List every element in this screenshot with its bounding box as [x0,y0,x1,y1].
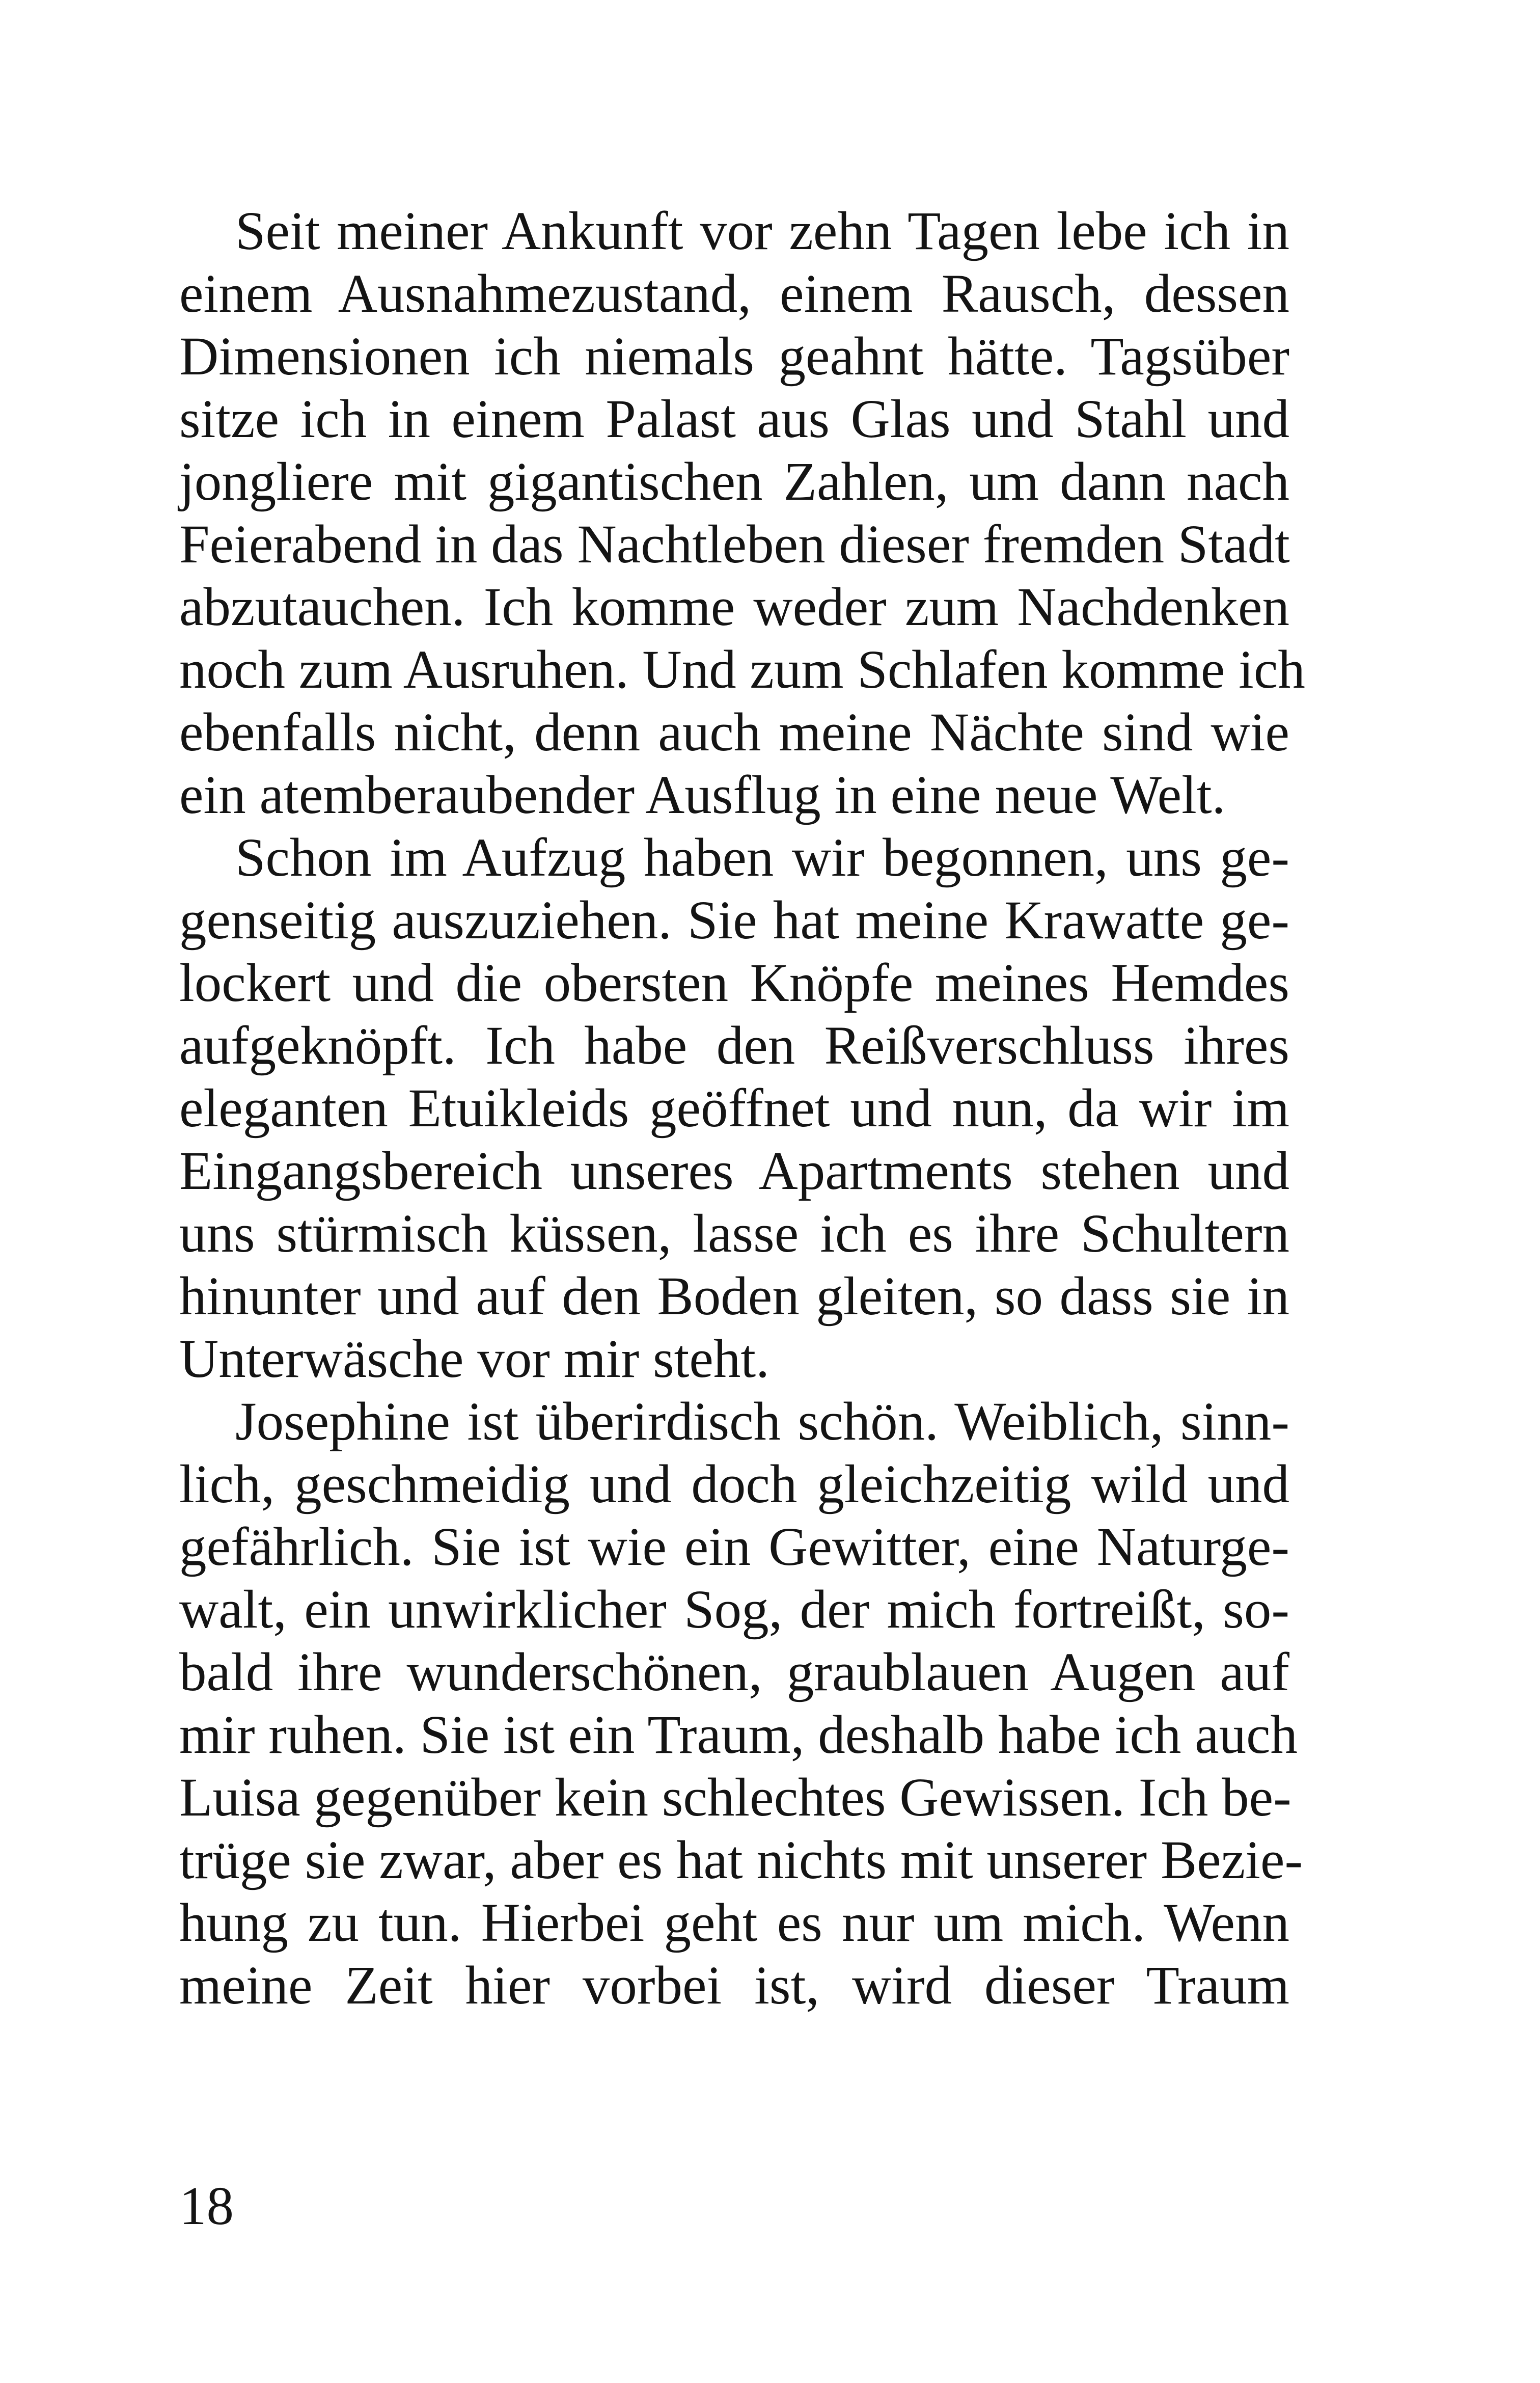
text-line: gefährlich. Sie ist wie ein Gewitter, eine Naturge- [179,1517,1289,1577]
text-line: Schon im Aufzug haben wir begonnen, uns ge- [235,828,1289,888]
text-line: walt, ein unwirklicher Sog, der mich fortreißt, so- [179,1580,1289,1640]
text-line: trüge sie zwar, aber es hat nichts mit unserer Bezie- [179,1830,1303,1890]
text-line: noch zum Ausruhen. Und zum Schlafen komme ich [179,640,1305,700]
text-line: genseitig auszuziehen. Sie hat meine Krawatte ge- [179,890,1289,951]
text-line: Luisa gegenüber kein schlechtes Gewissen. Ich be- [179,1768,1291,1828]
text-line: ein atemberaubender Ausflug in eine neue Welt. [179,765,1226,825]
text-line: hung zu tun. Hierbei geht es nur um mich. Wenn [179,1893,1289,1953]
page-number: 18 [179,2176,234,2236]
text-line: jongliere mit gigantischen Zahlen, um dann nach [179,452,1289,512]
text-line: Seit meiner Ankunft vor zehn Tagen lebe ich in [235,201,1289,261]
text-line: ebenfalls nicht, denn auch meine Nächte sind wie [179,702,1289,763]
text-line: bald ihre wunderschönen, graublauen Augen auf [179,1642,1289,1702]
text-line: abzutauchen. Ich komme weder zum Nachdenken [179,577,1289,637]
text-line: Dimensionen ich niemals geahnt hätte. Tagsüber [179,327,1289,387]
text-line: einem Ausnahmezustand, einem Rausch, dessen [179,264,1289,324]
text-line: lich, geschmeidig und doch gleichzeitig wild und [179,1454,1289,1514]
text-line: Feierabend in das Nachtleben dieser fremden Stadt [179,514,1290,575]
text-line: meine Zeit hier vorbei ist, wird dieser Traum [179,1956,1289,2016]
text-line: lockert und die obersten Knöpfe meines Hemdes [179,953,1289,1013]
text-line: aufgeknöpft. Ich habe den Reißverschluss ihres [179,1016,1289,1076]
text-line: hinunter und auf den Boden gleiten, so dass sie in [179,1266,1289,1326]
text-line: eleganten Etuikleids geöffnet und nun, da wir im [179,1078,1289,1139]
text-line: uns stürmisch küssen, lasse ich es ihre Schultern [179,1204,1289,1264]
body-text [179,200,1305,2017]
text-line: sitze ich in einem Palast aus Glas und Stahl und [179,389,1289,449]
text-line: mir ruhen. Sie ist ein Traum, deshalb habe ich auch [179,1705,1298,1765]
text-line: Unterwäsche vor mir steht. [179,1329,769,1389]
text-line: Josephine ist überirdisch schön. Weiblich, sinn- [235,1392,1289,1452]
text-line: Eingangsbereich unseres Apartments stehen und [179,1141,1289,1201]
